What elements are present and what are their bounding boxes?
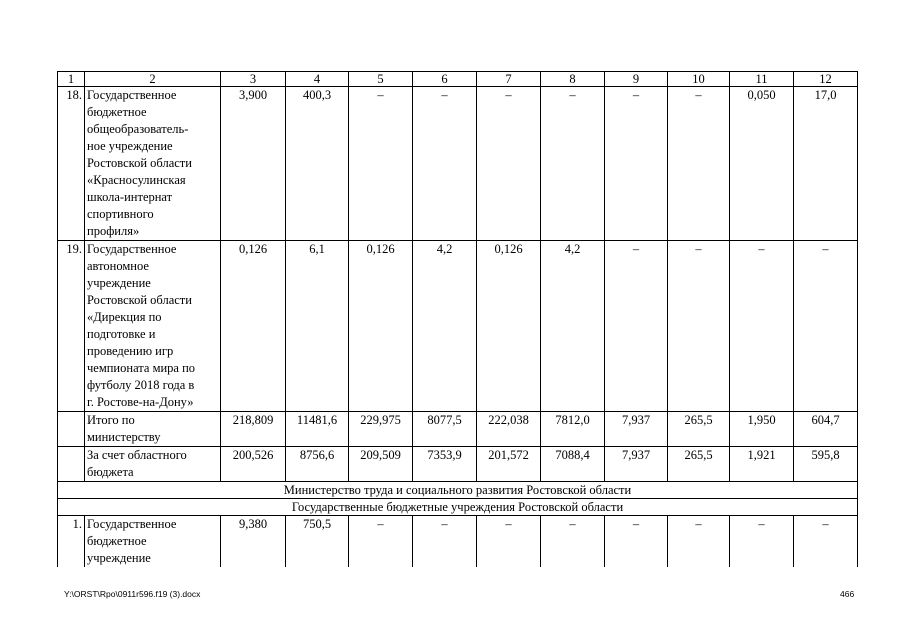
column-number-cell: 6	[413, 72, 477, 87]
column-number-cell: 3	[221, 72, 286, 87]
section-row-ministry	[58, 482, 858, 499]
value-cell: 0,126	[221, 241, 286, 412]
value-cell: 265,5	[668, 412, 730, 447]
institution-name-line: Государственное	[87, 242, 177, 256]
value-cell: 3,900	[221, 87, 286, 241]
value-cell: –	[730, 241, 794, 412]
institution-name-line: школа-интернат	[87, 190, 173, 204]
section-row-type	[58, 499, 858, 516]
value-cell: –	[541, 516, 605, 568]
value-cell: 9,380	[221, 516, 286, 568]
table-body-part2	[58, 516, 858, 568]
column-number-cell: 4	[286, 72, 349, 87]
value-cell: 7353,9	[413, 447, 477, 482]
value-cell: 4,2	[541, 241, 605, 412]
institution-name-line: г. Ростове-на-Дону»	[87, 395, 194, 409]
value-cell: 222,038	[477, 412, 541, 447]
row-number: 18.	[58, 87, 85, 241]
column-number-cell: 9	[605, 72, 668, 87]
institution-name-line: бюджетное	[87, 534, 147, 548]
value-cell: 0,050	[730, 87, 794, 241]
institution-name-line: Итого по	[87, 413, 135, 427]
value-cell: –	[349, 516, 413, 568]
table-row	[58, 87, 858, 241]
institution-name-line: Ростовской области	[87, 293, 192, 307]
institution-name	[85, 516, 221, 568]
value-cell: 400,3	[286, 87, 349, 241]
value-cell: –	[668, 516, 730, 568]
value-cell: 604,7	[794, 412, 858, 447]
value-cell: –	[413, 516, 477, 568]
value-cell: 750,5	[286, 516, 349, 568]
row-number: 19.	[58, 241, 85, 412]
institution-name-line: профиля»	[87, 224, 140, 238]
table-body-part1	[58, 72, 858, 482]
institution-name-line: бюджетное	[87, 105, 147, 119]
section-headers	[58, 482, 858, 516]
institution-name-line: учреждение	[87, 551, 151, 565]
value-cell: –	[605, 87, 668, 241]
table-row	[58, 516, 858, 568]
section-type-title: Государственные бюджетные учреждения Ростовской области	[58, 499, 858, 516]
footer-file-path: Y:\ORST\Rpo\0911r596.f19 (3).docx	[64, 589, 201, 599]
institution-name	[85, 447, 221, 482]
value-cell: 200,526	[221, 447, 286, 482]
institution-name-line: футболу 2018 года в	[87, 378, 195, 392]
value-cell: 265,5	[668, 447, 730, 482]
value-cell: –	[477, 516, 541, 568]
value-cell: –	[605, 241, 668, 412]
institution-name-line: «Дирекция по	[87, 310, 162, 324]
institution-name	[85, 87, 221, 241]
column-number-row	[58, 72, 858, 87]
value-cell: 209,509	[349, 447, 413, 482]
value-cell: 218,809	[221, 412, 286, 447]
institution-name	[85, 241, 221, 412]
footer-page-number: 466	[840, 589, 855, 599]
institution-name-line: подготовке и	[87, 327, 156, 341]
column-number-cell: 7	[477, 72, 541, 87]
value-cell: –	[794, 241, 858, 412]
institution-name-line: ное учреждение	[87, 139, 173, 153]
institution-name-line: спортивного	[87, 207, 154, 221]
institution-name-line: Ростовской области	[87, 156, 192, 170]
value-cell: 6,1	[286, 241, 349, 412]
value-cell: –	[413, 87, 477, 241]
institution-name-line: учреждение	[87, 276, 151, 290]
value-cell: 201,572	[477, 447, 541, 482]
value-cell: 595,8	[794, 447, 858, 482]
table-row	[58, 241, 858, 412]
column-number-cell: 10	[668, 72, 730, 87]
institution-name-line: бюджета	[87, 465, 134, 479]
institution-name-line: «Красносулинская	[87, 173, 186, 187]
value-cell: 0,126	[477, 241, 541, 412]
table-row	[58, 447, 858, 482]
value-cell: 7812,0	[541, 412, 605, 447]
institution-name-line: Государственное	[87, 88, 177, 102]
column-number-cell: 11	[730, 72, 794, 87]
value-cell: 229,975	[349, 412, 413, 447]
value-cell: –	[730, 516, 794, 568]
value-cell: 7,937	[605, 412, 668, 447]
institution-name-line: чемпионата мира по	[87, 361, 196, 375]
value-cell: –	[794, 516, 858, 568]
value-cell: 11481,6	[286, 412, 349, 447]
column-number-cell: 1	[58, 72, 85, 87]
column-number-cell: 2	[85, 72, 221, 87]
value-cell: 7088,4	[541, 447, 605, 482]
institution-name	[85, 412, 221, 447]
institution-name-line: министерству	[87, 430, 161, 444]
table-row	[58, 412, 858, 447]
institution-name-line: автономное	[87, 259, 149, 273]
value-cell: –	[477, 87, 541, 241]
value-cell: 0,126	[349, 241, 413, 412]
column-number-cell: 8	[541, 72, 605, 87]
budget-table	[57, 71, 858, 567]
section-ministry-title: Министерство труда и социального развития Ростовской области	[58, 482, 858, 499]
row-number	[58, 447, 85, 482]
value-cell: 8077,5	[413, 412, 477, 447]
value-cell: –	[541, 87, 605, 241]
value-cell: 8756,6	[286, 447, 349, 482]
value-cell: –	[349, 87, 413, 241]
column-number-cell: 12	[794, 72, 858, 87]
value-cell: –	[668, 241, 730, 412]
value-cell: 7,937	[605, 447, 668, 482]
value-cell: –	[605, 516, 668, 568]
value-cell: 1,921	[730, 447, 794, 482]
institution-name-line: Государственное	[87, 517, 177, 531]
row-number	[58, 412, 85, 447]
value-cell: 1,950	[730, 412, 794, 447]
row-number: 1.	[58, 516, 85, 568]
value-cell: 4,2	[413, 241, 477, 412]
column-number-cell: 5	[349, 72, 413, 87]
institution-name-line: общеобразователь-	[87, 122, 189, 136]
institution-name-line: проведению игр	[87, 344, 174, 358]
value-cell: –	[668, 87, 730, 241]
value-cell: 17,0	[794, 87, 858, 241]
institution-name-line: За счет областного	[87, 448, 187, 462]
